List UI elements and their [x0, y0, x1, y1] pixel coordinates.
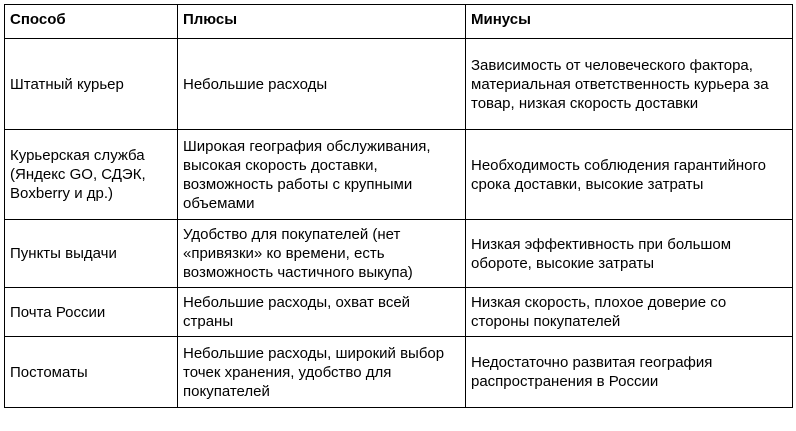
cell-method: Почта России: [5, 288, 178, 337]
cell-pros: Небольшие расходы, широкий выбор точек хранения, удобство для покупателей: [178, 337, 466, 408]
header-cons: Минусы: [466, 5, 793, 39]
cell-pros: Широкая география обслуживания, высокая скорость доставки, возможность работы с крупными объемами: [178, 130, 466, 220]
table-row: [5, 220, 793, 288]
cell-method: Курьерская служба (Яндекс GO, СДЭК, Boxberry и др.): [5, 130, 178, 220]
table-row: [5, 130, 793, 220]
cell-method: Штатный курьер: [5, 39, 178, 130]
table-row: [5, 337, 793, 408]
cell-cons: Зависимость от человеческого фактора, материальная ответственность курьера за товар, низкая скорость доставки: [466, 39, 793, 130]
cell-pros: Небольшие расходы: [178, 39, 466, 130]
cell-pros: Небольшие расходы, охват всей страны: [178, 288, 466, 337]
cell-cons: Необходимость соблюдения гарантийного срока доставки, высокие затраты: [466, 130, 793, 220]
cell-cons: Низкая скорость, плохое доверие со стороны покупателей: [466, 288, 793, 337]
comparison-table: [4, 4, 793, 408]
cell-method: Пункты выдачи: [5, 220, 178, 288]
header-method: Способ: [5, 5, 178, 39]
table-row: [5, 39, 793, 130]
cell-pros: Удобство для покупателей (нет «привязки» ко времени, есть возможность частичного выкупа): [178, 220, 466, 288]
cell-method: Постоматы: [5, 337, 178, 408]
cell-cons: Низкая эффективность при большом обороте, высокие затраты: [466, 220, 793, 288]
header-pros: Плюсы: [178, 5, 466, 39]
table-row: [5, 288, 793, 337]
table-header-row: [5, 5, 793, 39]
cell-cons: Недостаточно развитая география распространения в России: [466, 337, 793, 408]
